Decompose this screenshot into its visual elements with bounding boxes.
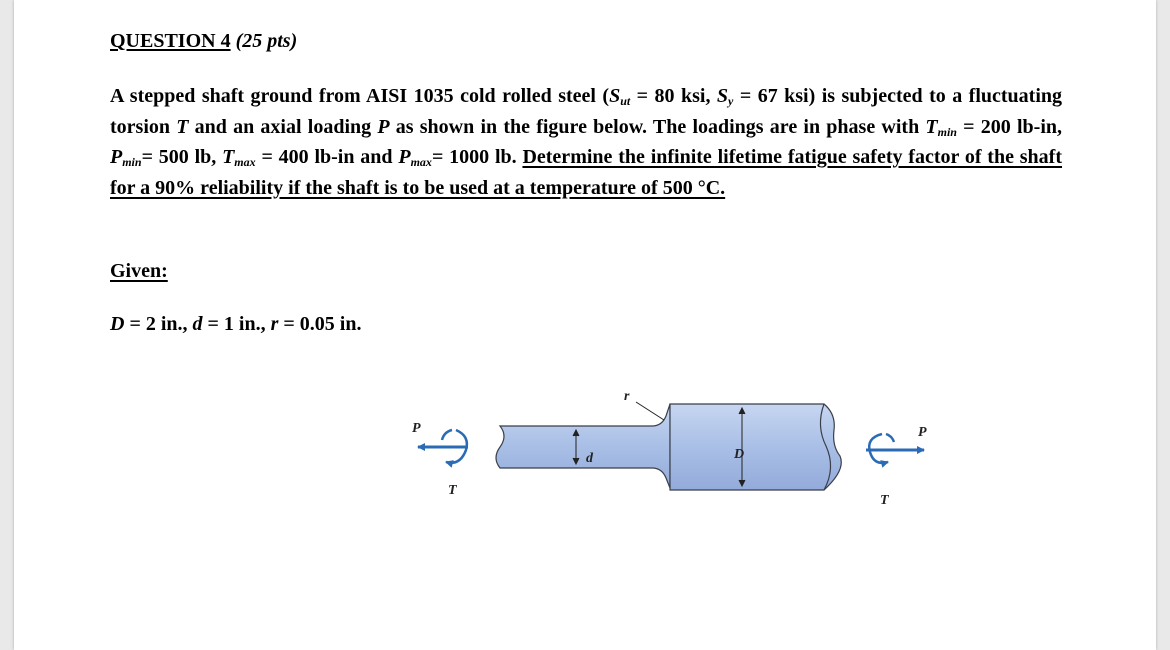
document-page	[14, 0, 1156, 650]
text-segment: = 200 lb-in,	[956, 115, 1063, 138]
text-segment: as shown in the figure below. The loadings are in phase with	[389, 115, 926, 138]
label-p-right: P	[918, 425, 927, 440]
text-segment: = 500 lb,	[141, 146, 223, 168]
label-big-d: D	[734, 447, 745, 462]
question-title: QUESTION 4	[110, 30, 231, 52]
symbol-small-d: d	[192, 313, 203, 335]
label-small-d: d	[586, 451, 593, 466]
stepped-shaft-figure	[396, 386, 936, 510]
small-shaft-section	[496, 404, 670, 488]
label-t-left: T	[448, 483, 457, 498]
given-dimensions	[110, 313, 361, 336]
text-segment: = 400 lb-in and	[255, 146, 399, 168]
symbol-t: T	[925, 115, 938, 138]
subscript-max: max	[410, 155, 432, 169]
symbol-big-d: D	[110, 313, 125, 335]
task-instruction: Determine the infinite lifetime fatigue safety factor of the shaft for a 90% reliability if the shaft is to be used at a temperature of 500 °C.	[110, 146, 1063, 199]
text-segment: A stepped shaft ground from AISI 1035 cold rolled steel (	[110, 85, 610, 107]
given-heading: Given:	[110, 260, 168, 282]
text-segment: and an axial loading	[188, 115, 378, 138]
problem-statement	[110, 81, 1062, 203]
right-torque-arrow	[869, 434, 888, 463]
symbol-s: S	[609, 85, 621, 107]
symbol-p: P	[398, 146, 411, 168]
symbol-r: r	[270, 313, 279, 335]
symbol-t: T	[176, 115, 189, 138]
value-r: = 0.05 in.	[278, 313, 362, 335]
value-small-d: = 1 in.,	[202, 313, 271, 335]
large-shaft-section	[670, 404, 841, 490]
subscript-max: max	[234, 155, 256, 169]
label-p-left: P	[412, 421, 421, 436]
symbol-s: S	[716, 85, 729, 107]
left-torque-arc-top	[442, 430, 452, 440]
symbol-p: P	[110, 146, 123, 168]
right-torque-arc-top	[886, 434, 894, 442]
text-segment: = 67 ksi) is subjected to a fluctuating torsion	[110, 85, 1063, 138]
value-big-d: = 2 in.,	[124, 313, 193, 335]
fillet-radius-leader	[636, 402, 664, 420]
label-t-right: T	[880, 493, 889, 508]
subscript-ut: ut	[620, 94, 631, 108]
symbol-t: T	[222, 146, 235, 168]
subscript-min: min	[122, 155, 142, 169]
label-r: r	[624, 389, 630, 404]
question-points: (25 pts)	[235, 30, 298, 52]
text-segment: = 80 ksi,	[630, 85, 717, 107]
text-segment: = 1000 lb.	[431, 146, 523, 168]
question-heading	[110, 30, 297, 53]
symbol-p: P	[377, 115, 390, 138]
subscript-min: min	[937, 124, 957, 139]
subscript-y: y	[728, 94, 734, 108]
